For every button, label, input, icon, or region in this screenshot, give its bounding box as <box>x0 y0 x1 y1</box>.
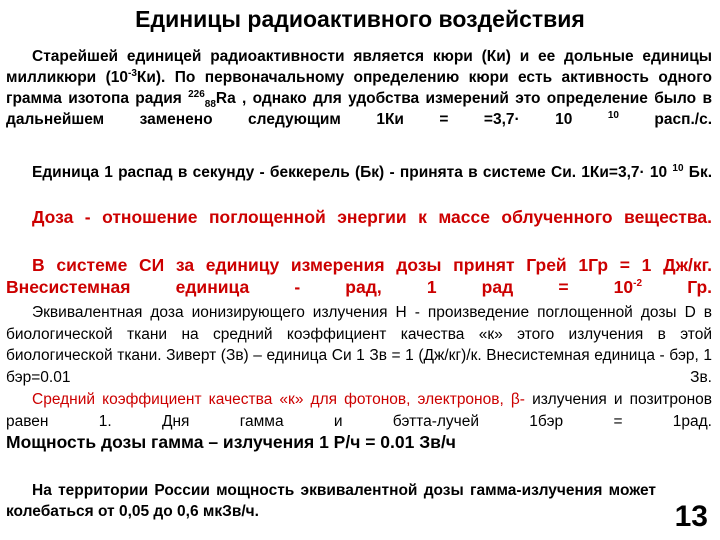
text: Единица 1 распад в секунду - беккерель (Бк) - принята в системе Си. 1Ки=3,7· 10 <box>32 164 673 181</box>
text: расп./с. <box>618 111 712 128</box>
isotope-mass: 226 <box>188 88 205 100</box>
text: излучения и позитронов равен 1. Дня гамма и бэтта-лучей 1бэр = 1рад. <box>6 391 712 430</box>
paragraph-dose-definition: Доза - отношение поглощенной энергии к массе облученного вещества. <box>32 207 712 227</box>
paragraph-curie <box>6 46 712 130</box>
paragraph-quality-factor <box>6 389 712 432</box>
paragraph-becquerel <box>6 162 712 183</box>
text: Ra , однако для удобства измерений это определение было в дальнейшем заменено следующим 1Ки = =3,7· 10 <box>6 90 712 128</box>
text: Бк. <box>683 164 713 181</box>
exponent: 10 <box>607 109 619 121</box>
exponent: -3 <box>128 67 137 79</box>
text: Гр. <box>642 277 712 297</box>
exponent: 10 <box>672 162 684 174</box>
slide-title: Единицы радиоактивного воздействия <box>135 6 585 32</box>
isotope-charge: 88 <box>204 99 216 111</box>
text: Старейшей единицей радиоактивности является кюри (Ки) и ее дольные единицы милликюри (10 <box>6 48 712 86</box>
text: Ки). По первоначальному определению кюри есть активность одного грамма изотопа радия <box>6 69 712 107</box>
exponent: -2 <box>633 278 643 290</box>
paragraph-equivalent-dose: Эквивалентная доза ионизирующего излучения Н - произведение поглощенной дозы D в биологической ткани на средний коэффициент качества «к» этого излучения в этой биологической ткани. Зиверт (Зв) – единица Си 1 Зв = 1 (Дж/кг)/к. Внесистемная единица - бэр, 1 бэр=0.01 Зв. <box>6 304 712 386</box>
page-number: 13 <box>674 500 708 533</box>
paragraph-russia: На территории России мощность эквивалентной дозы гамма-излучения может колебаться от 0,05 до 0,6 мкЗв/ч. <box>6 482 656 520</box>
text: Средний коэффициент качества «к» для фотонов, электронов, β- <box>32 391 525 408</box>
paragraph-gray <box>6 254 712 298</box>
text: В системе СИ за единицу измерения дозы принят Грей 1Гр = 1 Дж/кг. Внесистемная единица - рад, 1 рад = 10 <box>6 255 712 297</box>
paragraph-dose-rate: Мощность дозы гамма – излучения 1 Р/ч = 0.01 Зв/ч <box>6 432 456 452</box>
